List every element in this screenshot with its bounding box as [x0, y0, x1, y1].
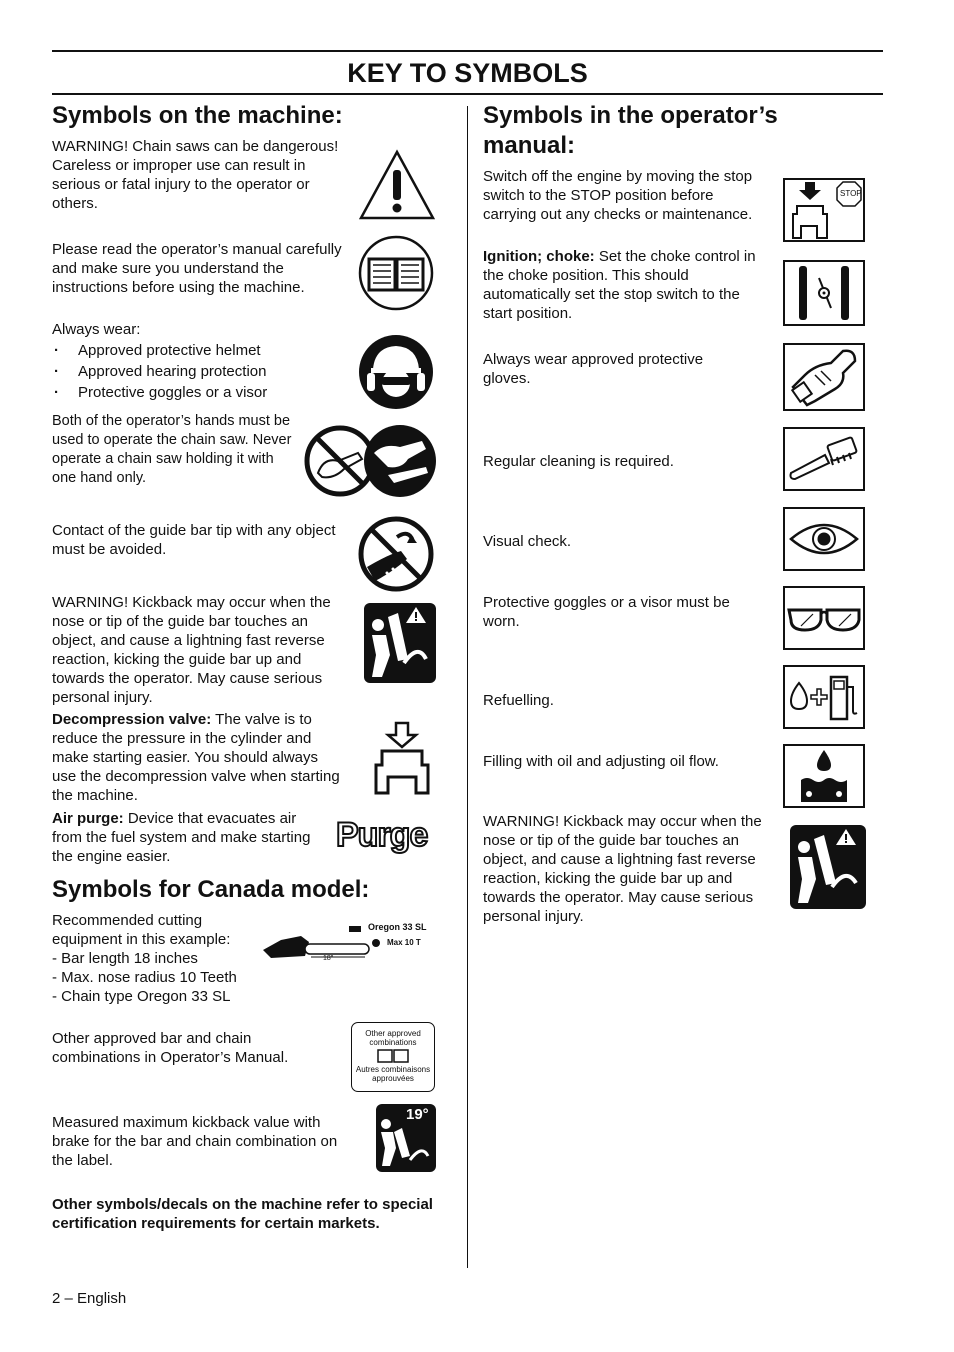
kickback-value-text: Measured maximum kickback value with brake for the bar and chain combination on the label. — [52, 1114, 338, 1169]
eye-icon — [783, 507, 865, 571]
column-divider — [467, 106, 468, 1268]
read-manual-text: Please read the operator’s manual carefully and make sure you understand the instructions before using the machine. — [52, 241, 342, 296]
brush-icon — [783, 427, 865, 491]
kickback-angle-icon — [376, 1104, 436, 1172]
choke-description: Set the choke control in the choke position. This should automatically set the stop switch to the start position. — [483, 248, 756, 322]
refuel-text: Refuelling. — [483, 692, 554, 709]
glove-icon — [783, 343, 865, 411]
kickback-warning-text: WARNING! Kickback may occur when the nose or tip of the guide bar touches an object, and cause a lightning fast reverse reaction, kicking the guide bar up and towards the operator. May cause serious personal injury. — [483, 813, 762, 925]
wear-list — [52, 340, 342, 403]
other-symbols-note: Other symbols/decals on the machine refer to special certification requirements for certain markets. — [52, 1196, 433, 1232]
choke-label: Ignition; choke: — [483, 248, 595, 265]
cutting-line: - Bar length 18 inches — [52, 950, 198, 967]
warning-text: WARNING! Chain saws can be dangerous! Careless or improper use can result in serious or fatal injury to the operator or others. — [52, 138, 339, 212]
cutting-equipment-text — [52, 911, 262, 1006]
helmet-icon — [357, 333, 435, 411]
kickback-angle-label: 19° — [406, 1106, 429, 1123]
air-purge-description: Device that evacuates air from the fuel system and make starting the engine easier. — [52, 810, 311, 865]
list-item: · Approved hearing protection — [52, 361, 342, 382]
cutting-line: equipment in this example: — [52, 931, 231, 948]
tip-contact-text: Contact of the guide bar tip with any object must be avoided. — [52, 522, 336, 558]
two-hands-icon — [304, 423, 436, 499]
heading-canada-symbols: Symbols for Canada model: — [52, 876, 370, 903]
page-footer: 2 – English — [52, 1290, 127, 1307]
kickback-icon — [790, 825, 866, 909]
no-tip-contact-icon — [357, 515, 435, 593]
decompression-valve-icon — [368, 721, 436, 801]
teeth-label: Max 10 T — [387, 938, 421, 947]
warning-triangle-icon — [358, 149, 436, 221]
stop-switch-text: Switch off the engine by moving the stop switch to the STOP position before carrying out any checks or maintenance. — [483, 168, 753, 223]
book-icon — [357, 234, 435, 312]
other-combinations-icon — [351, 1022, 435, 1092]
choke-icon — [783, 260, 865, 326]
goggles-text: Protective goggles or a visor must be worn. — [483, 594, 730, 630]
visual-check-text: Visual check. — [483, 533, 572, 550]
cutting-line: - Chain type Oregon 33 SL — [52, 988, 231, 1005]
air-purge-label: Air purge: — [52, 810, 124, 827]
decompression-text — [52, 710, 342, 805]
combo-bottom-line1: Autres combinaisons — [355, 1065, 431, 1074]
combo-bottom-line2: approuvées — [372, 1074, 414, 1083]
purge-icon: Purge — [336, 816, 428, 854]
book-icon — [376, 1048, 410, 1064]
title-rule — [52, 93, 883, 95]
cutting-line: - Max. nose radius 10 Teeth — [52, 969, 237, 986]
choke-text — [483, 247, 763, 323]
heading-manual-symbols: Symbols in the operator’s manual: — [483, 102, 778, 159]
chain-type-label: Oregon 33 SL — [368, 922, 427, 932]
heading-machine-symbols: Symbols on the machine: — [52, 102, 343, 129]
kickback-icon — [364, 603, 436, 683]
two-hands-text: Both of the operator’s hands must be used to operate the chain saw. Never operate a chain saw holding it with one hand only. — [52, 413, 292, 486]
stop-label: STOP — [840, 189, 862, 198]
air-purge-text — [52, 809, 322, 866]
top-rule — [52, 50, 883, 52]
cutting-line: Recommended cutting — [52, 912, 203, 929]
list-item: · Protective goggles or a visor — [52, 382, 342, 403]
other-combinations-text: Other approved bar and chain combinations in Operator’s Manual. — [52, 1030, 289, 1066]
oil-text: Filling with oil and adjusting oil flow. — [483, 753, 719, 770]
combo-top-line1: Other approved — [365, 1029, 421, 1038]
refuel-icon — [783, 665, 865, 729]
combo-top-line2: combinations — [369, 1038, 417, 1047]
kickback-text: WARNING! Kickback may occur when the nose or tip of the guide bar touches an object, and cause a lightning fast reverse reaction, kicking the guide bar up and towards the operator. May cause serious personal injury. — [52, 594, 331, 706]
stop-switch-icon — [783, 178, 865, 242]
always-wear-label: Always wear: — [52, 321, 141, 338]
cleaning-text: Regular cleaning is required. — [483, 453, 674, 470]
page-title: KEY TO SYMBOLS — [347, 58, 588, 88]
cutting-equipment-icon — [261, 920, 439, 966]
list-item: · Approved protective helmet — [52, 340, 342, 361]
decompression-label: Decompression valve: — [52, 711, 212, 728]
oil-icon — [783, 744, 865, 808]
decompression-description: The valve is to reduce the pressure in the cylinder and make starting easier. You should always use the decompression valve when starting the machine. — [52, 711, 340, 804]
bar-length-label: 18" — [323, 955, 334, 962]
gloves-text: Always wear approved protective gloves. — [483, 351, 704, 387]
goggles-icon — [783, 586, 865, 650]
